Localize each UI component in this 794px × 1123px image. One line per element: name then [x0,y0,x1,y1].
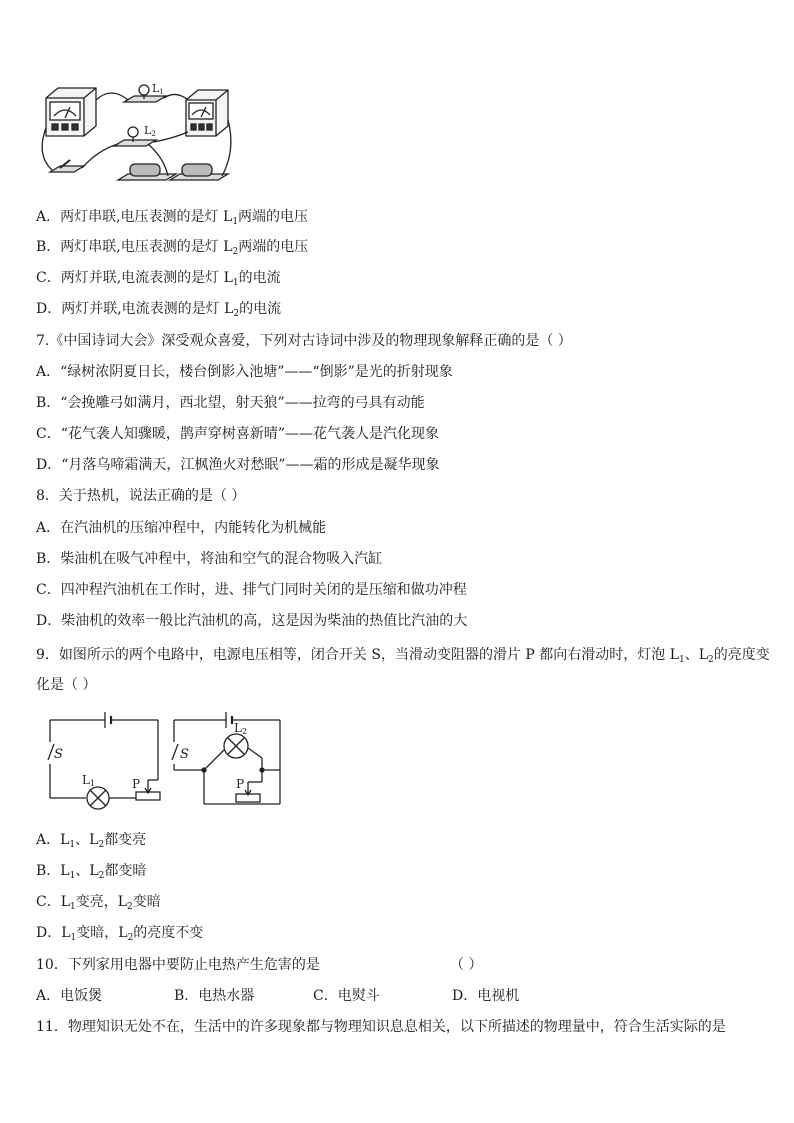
fig2-left-s-label: S [54,747,63,762]
q8-option-d: D．柴油机的效率一般比汽油机的高，这是因为柴油的热值比汽油的大 [36,613,468,629]
q9-option-a: A．$L_1$、$L_2$都变亮 [36,832,147,850]
fig1-l2-sub: 2 [151,130,156,138]
q6-option-b: B．两灯串联,电压表测的是灯 $L_2$两端的电压 [36,239,309,257]
fig2-l1-label: L [82,773,90,787]
circuit-figure-2 [40,706,285,812]
q10-stem: 10．下列家用电器中要防止电热产生危害的是 [36,957,320,973]
fig2-right-s-label: S [180,747,189,762]
q8-stem: 8．关于热机，说法正确的是（ ） [36,488,246,504]
q11-stem: 11．物理知识无处不在，生活中的许多现象都与物理知识息息相关，以下所描述的物理量中，符合生活实际的是 [36,1019,726,1035]
fig2-l2-label: L [234,721,242,735]
circuit-figure-1 [36,80,236,196]
q7-stem: 7.《中国诗词大会》深受观众喜爱，下列对古诗词中涉及的物理现象解释正确的是（ ） [36,333,572,349]
fig2-l1-sub: 1 [89,779,96,788]
q6-option-d: D．两灯并联,电流表测的是灯 $L_2$的电流 [36,301,282,319]
q9-option-b: B．$L_1$、$L_2$都变暗 [36,863,147,881]
q9-option-d: D．$L_1$变暗，$L_2$的亮度不变 [36,925,204,943]
fig1-l1-sub: 1 [159,88,164,96]
fig2-right-p-label: P [236,777,245,791]
q6-option-a: A．两灯串联,电压表测的是灯 $L_1$两端的电压 [36,209,309,227]
q9-stem: 9．如图所示的两个电路中，电源电压相等，闭合开关 S，当滑动变阻器的滑片 P 都向右滑动时，灯泡 $L_1$、$L_2$的亮度变 [36,647,770,665]
fig2-l2-sub: 2 [241,727,248,736]
q8-option-a: A．在汽油机的压缩冲程中，内能转化为机械能 [36,520,327,536]
q9-option-c: C．$L_1$变亮，$L_2$变暗 [36,894,161,912]
fig1-l1-label: L [152,82,160,95]
q7-option-c: C．“花气袭人知骤暖，鹊声穿树喜新晴”——花气袭人是汽化现象 [36,426,440,442]
q7-option-b: B．“会挽雕弓如满月，西北望，射天狼”——拉弯的弓具有动能 [36,395,425,411]
q10-option-a: A．电饭煲 [36,988,103,1004]
svg-text:L2 [144,124,156,138]
fig1-l2-label: L [144,124,152,137]
svg-text:L1 [152,82,164,96]
svg-text:L2 [234,721,247,736]
q10-answer-paren: （ ） [450,957,483,973]
q7-option-d: D．“月落乌啼霜满天，江枫渔火对愁眠”——霜的形成是凝华现象 [36,457,440,473]
q8-option-b: B．柴油机在吸气冲程中，将油和空气的混合物吸入汽缸 [36,551,383,567]
q10-option-d: D．电视机 [452,988,520,1004]
svg-text:L1 [82,773,95,788]
q6-option-c: C．两灯并联,电流表测的是灯 $L_1$的电流 [36,270,281,288]
q10-option-c: C．电熨斗 [313,988,380,1004]
q7-option-a: A．“绿树浓阴夏日长，楼台倒影入池塘”——“倒影”是光的折射现象 [36,364,453,380]
q10-option-b: B．电热水器 [174,988,255,1004]
q8-option-c: C．四冲程汽油机在工作时，进、排气门同时关闭的是压缩和做功冲程 [36,582,467,598]
q9-stem-line2: 化是（ ） [36,677,97,693]
fig2-left-p-label: P [132,777,141,791]
